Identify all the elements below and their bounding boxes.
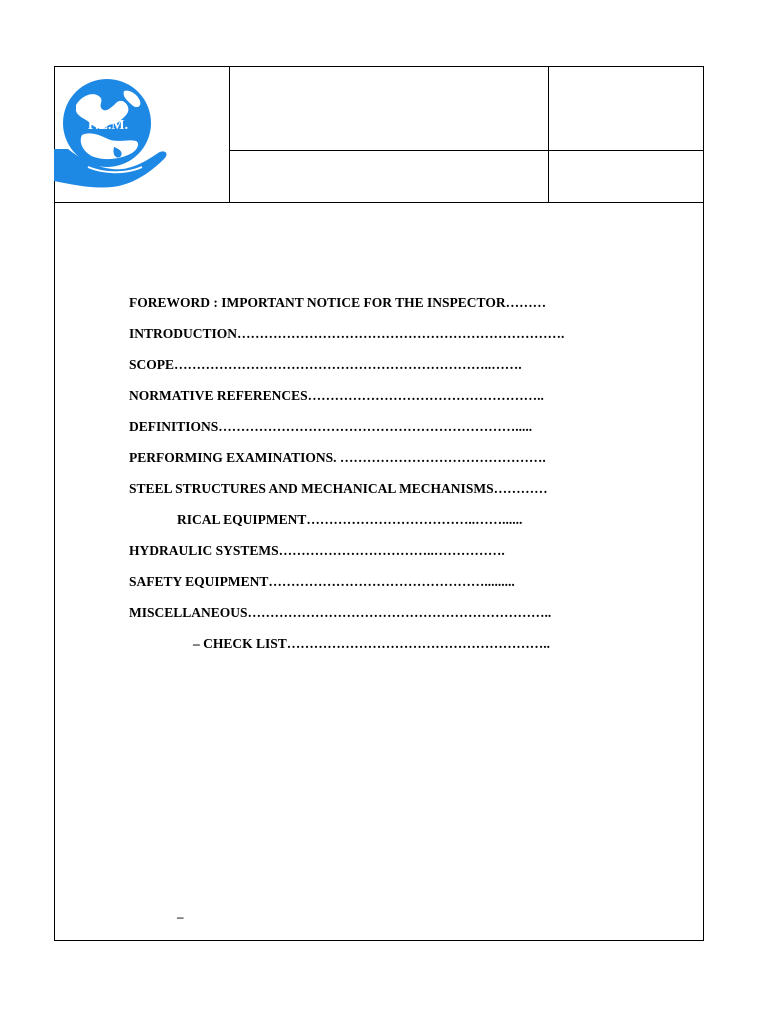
table-of-contents [129, 293, 649, 665]
toc-entry-electrical-equipment[interactable]: RICAL EQUIPMENT………………………………..……...... [177, 512, 523, 527]
logo-text: F.E.M. [87, 118, 129, 133]
header-code-bottom-cell [549, 151, 703, 202]
logo-cell [55, 67, 230, 202]
toc-entry-hydraulic-systems[interactable]: HYDRAULIC SYSTEMS……………………………..……………. [129, 543, 505, 558]
document-page [54, 66, 704, 941]
toc-entry-definitions[interactable]: DEFINITIONS…………………………………………………………..... [129, 419, 533, 434]
toc-entry-performing-examinations[interactable]: PERFORMING EXAMINATIONS. ………………………………………. [129, 450, 546, 465]
fem-logo-icon [54, 77, 172, 195]
toc-entry-scope[interactable]: SCOPE……………………………………………………………..……. [129, 357, 522, 372]
toc-entry-miscellaneous[interactable]: MISCELLANEOUS………………………………………………………….. [129, 605, 552, 620]
header-code-top-cell [549, 67, 703, 151]
toc-entry-safety-equipment[interactable]: SAFETY EQUIPMENT…………………………………………......... [129, 574, 515, 589]
header-table [55, 67, 703, 203]
toc-entry-normative-references[interactable]: NORMATIVE REFERENCES…………………………………………….. [129, 388, 544, 403]
footer-dash: – [177, 909, 184, 924]
toc-entry-foreword[interactable]: FOREWORD : IMPORTANT NOTICE FOR THE INSPECTOR……… [129, 295, 547, 310]
header-title-top-cell [230, 67, 549, 151]
toc-entry-introduction[interactable]: INTRODUCTION………………………………………………………………. [129, 326, 565, 341]
toc-entry-check-list[interactable]: – CHECK LIST………………………………………………….. [193, 636, 551, 651]
header-title-bottom-cell [230, 151, 549, 202]
toc-entry-steel-structures[interactable]: STEEL STRUCTURES AND MECHANICAL MECHANISMS………… [129, 481, 548, 496]
